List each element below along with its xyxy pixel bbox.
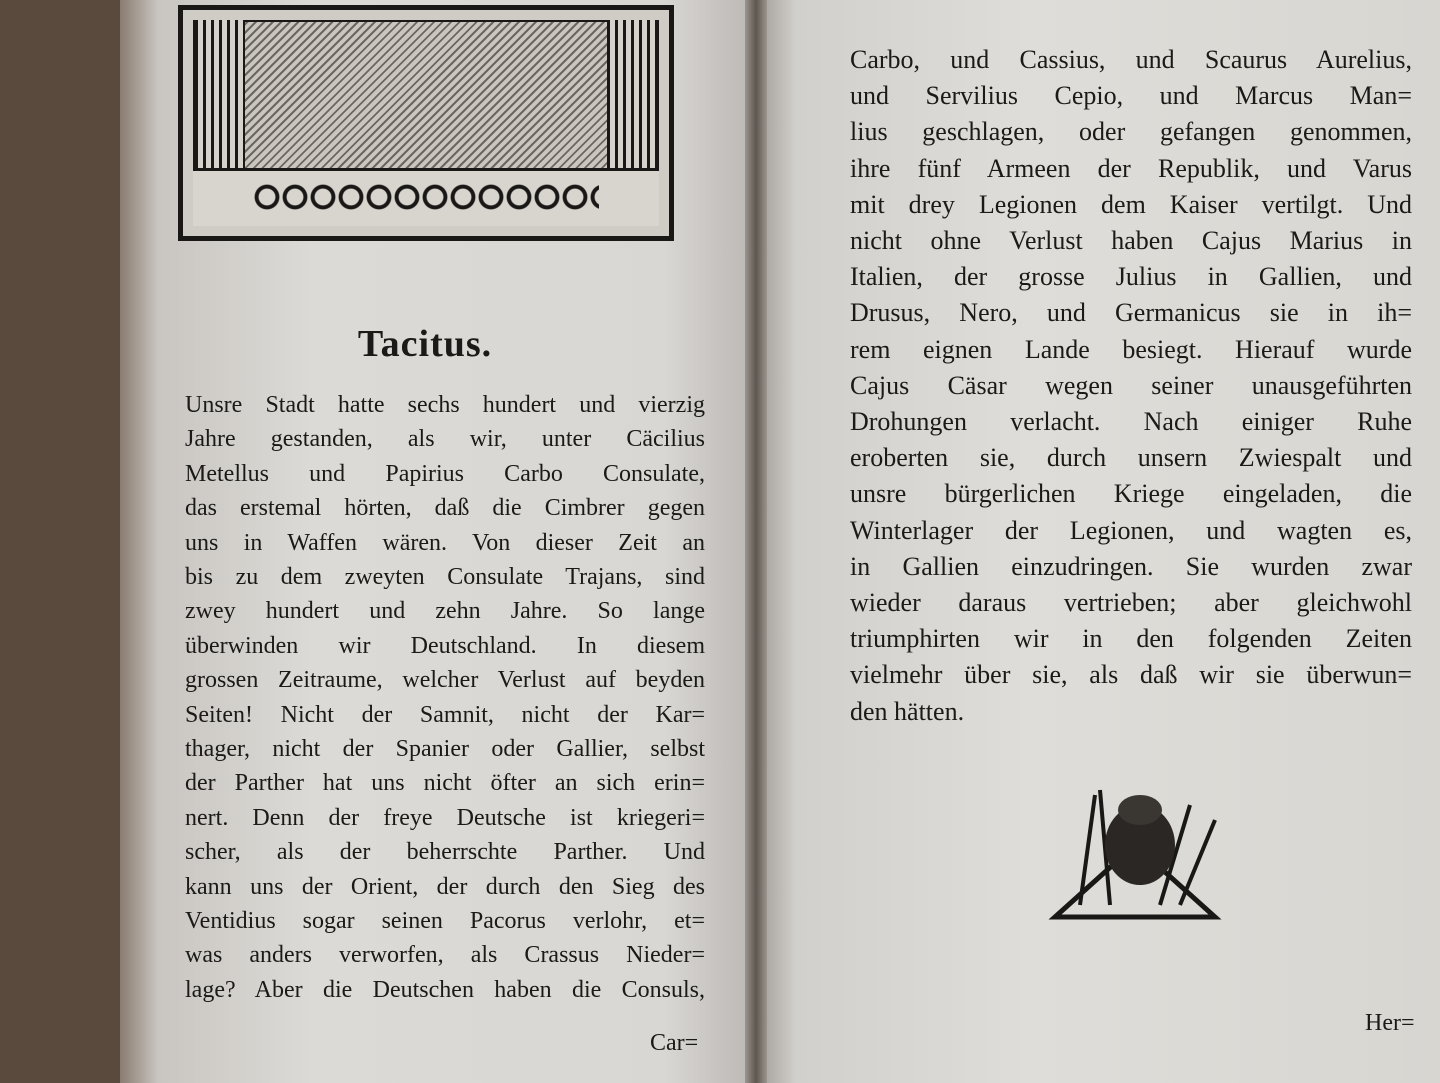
text-line: grossen Zeitraume, welcher Verlust auf beyden bbox=[185, 667, 705, 694]
text-line: Drohungen verlacht. Nach einiger Ruhe bbox=[850, 407, 1412, 436]
text-line: bis zu dem zweyten Consulate Trajans, sind bbox=[185, 564, 705, 590]
text-line: Metellus und Papirius Carbo Consulate, bbox=[185, 460, 705, 487]
left-catchword: Car= bbox=[650, 1030, 699, 1056]
text-line: Cajus Cäsar wegen seiner unausgeführten bbox=[850, 370, 1412, 400]
text-line: nicht ohne Verlust haben Cajus Marius in bbox=[850, 226, 1412, 255]
text-line: lage? Aber die Deutschen haben die Consuls, bbox=[185, 976, 705, 1003]
right-catchword: Her= bbox=[1365, 1010, 1415, 1036]
text-line: Ventidius sogar seinen Pacorus verlohr, et= bbox=[185, 908, 705, 934]
text-line: Winterlager der Legionen, und wagten es, bbox=[850, 515, 1412, 545]
text-line: Drusus, Nero, und Germanicus sie in ih= bbox=[850, 298, 1412, 328]
text-line: Italien, der grosse Julius in Gallien, und bbox=[850, 262, 1412, 292]
tailpiece-vignette bbox=[1040, 785, 1230, 920]
text-line: Jahre gestanden, als wir, unter Cäcilius bbox=[185, 426, 705, 453]
header-ornament bbox=[178, 5, 674, 241]
text-line: thager, nicht der Spanier oder Gallier, selbst bbox=[185, 736, 705, 762]
text-line: unsre bürgerlichen Kriege eingeladen, die bbox=[850, 479, 1412, 509]
text-line: überwinden wir Deutschland. In diesem bbox=[185, 632, 705, 659]
text-line: uns in Waffen wären. Von dieser Zeit an bbox=[185, 529, 705, 556]
text-line: den hätten. bbox=[850, 696, 965, 726]
text-line: wieder daraus vertrieben; aber gleichwohl bbox=[850, 588, 1412, 617]
text-line: rem eignen Lande besiegt. Hierauf wurde bbox=[850, 334, 1412, 364]
text-line: Carbo, und Cassius, und Scaurus Aurelius, bbox=[850, 45, 1412, 74]
text-line: das erstemal hörten, daß die Cimbrer gegen bbox=[185, 495, 705, 522]
text-line: vielmehr über sie, als daß wir sie überwun= bbox=[850, 660, 1412, 690]
text-line: ihre fünf Armeen der Republik, und Varus bbox=[850, 153, 1412, 183]
text-line: zwey hundert und zehn Jahre. So lange bbox=[185, 598, 705, 625]
text-line: was anders verworfen, als Crassus Nieder= bbox=[185, 942, 705, 969]
text-line: lius geschlagen, oder gefangen genommen, bbox=[850, 117, 1412, 147]
text-line: nert. Denn der freye Deutsche ist kriegeri= bbox=[185, 804, 705, 831]
text-line: in Gallien einzudringen. Sie wurden zwar bbox=[850, 551, 1412, 581]
text-line: und Servilius Cepio, und Marcus Man= bbox=[850, 81, 1412, 111]
book-gutter bbox=[745, 0, 767, 1083]
text-line: triumphirten wir in den folgenden Zeiten bbox=[850, 624, 1412, 654]
text-line: mit drey Legionen dem Kaiser vertilgt. Und bbox=[850, 189, 1412, 219]
text-line: scher, als der beherrschte Parther. Und bbox=[185, 839, 705, 866]
text-line: Unsre Stadt hatte sechs hundert und vierzig bbox=[185, 392, 705, 418]
text-line: kann uns der Orient, der durch den Sieg des bbox=[185, 873, 705, 900]
text-line: eroberten sie, durch unsern Zwiespalt und bbox=[850, 443, 1412, 473]
chapter-title: Tacitus. bbox=[357, 323, 493, 365]
text-line: Seiten! Nicht der Samnit, nicht der Kar= bbox=[185, 701, 705, 728]
text-line: der Parther hat uns nicht öfter an sich erin= bbox=[185, 770, 705, 797]
